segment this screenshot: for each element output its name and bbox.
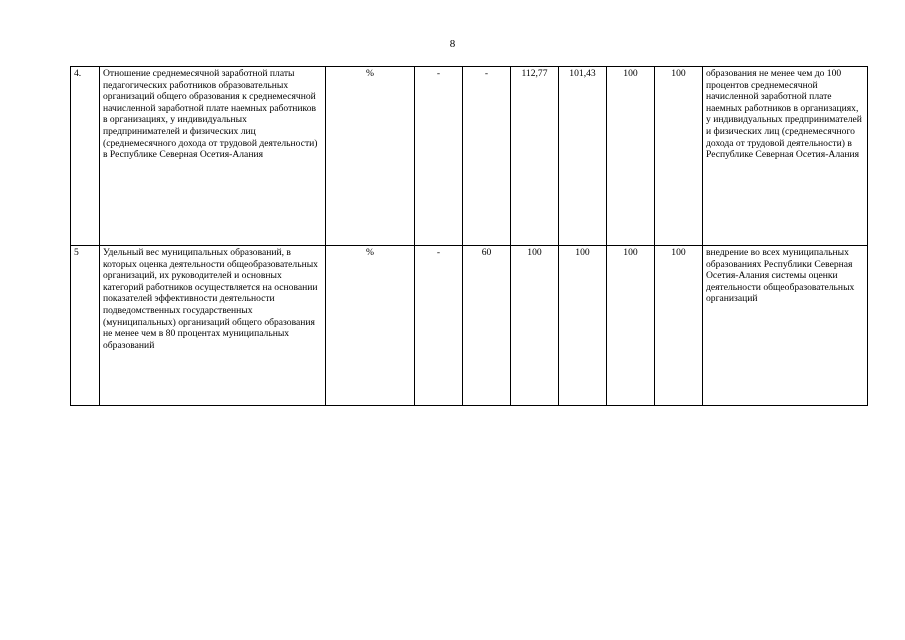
table-row xyxy=(71,246,868,406)
value-cell: 100 xyxy=(655,67,703,246)
value-cell: 100 xyxy=(607,246,655,406)
row-number: 4. xyxy=(71,67,100,246)
unit-cell: % xyxy=(326,246,415,406)
value-cell: 100 xyxy=(655,246,703,406)
result-cell: образования не менее чем до 100 процентов среднемесячной начисленной заработной плате наемных работников в организациях, у индивидуальных предпринимателей и физических лиц (среднемесячного дохода от трудовой деятельности) в Республике Северная Осетия-Алания xyxy=(703,67,868,246)
value-cell: 101,43 xyxy=(559,67,607,246)
value-cell: 100 xyxy=(607,67,655,246)
result-cell: внедрение во всех муниципальных образованиях Республики Северная Осетия-Алания системы оценки деятельности общеобразовательных организаций xyxy=(703,246,868,406)
indicator-cell: Удельный вес муниципальных образований, в которых оценка деятельности общеобразовательных организаций, их руководителей и основных категорий работников осуществляется на основании показателей эффективности деятельности подведомственных государственных (муниципальных) организаций общего образования не менее чем в 80 процентах муниципальных образований xyxy=(100,246,326,406)
value-cell: - xyxy=(415,67,463,246)
unit-cell: % xyxy=(326,67,415,246)
value-cell: 100 xyxy=(511,246,559,406)
value-cell: - xyxy=(463,67,511,246)
indicator-cell: Отношение среднемесячной заработной платы педагогических работников образовательных организаций общего образования к среднемесячной начисленной заработной плате наемных работников в организациях, у индивидуальных предпринимателей и физических лиц (среднемесячного дохода от трудовой деятельности) в Республике Северная Осетия-Алания xyxy=(100,67,326,246)
value-cell: 100 xyxy=(559,246,607,406)
value-cell: - xyxy=(415,246,463,406)
row-number: 5 xyxy=(71,246,100,406)
table-row xyxy=(71,67,868,246)
indicators-table xyxy=(70,66,868,406)
value-cell: 112,77 xyxy=(511,67,559,246)
page-number: 8 xyxy=(449,38,456,50)
value-cell: 60 xyxy=(463,246,511,406)
